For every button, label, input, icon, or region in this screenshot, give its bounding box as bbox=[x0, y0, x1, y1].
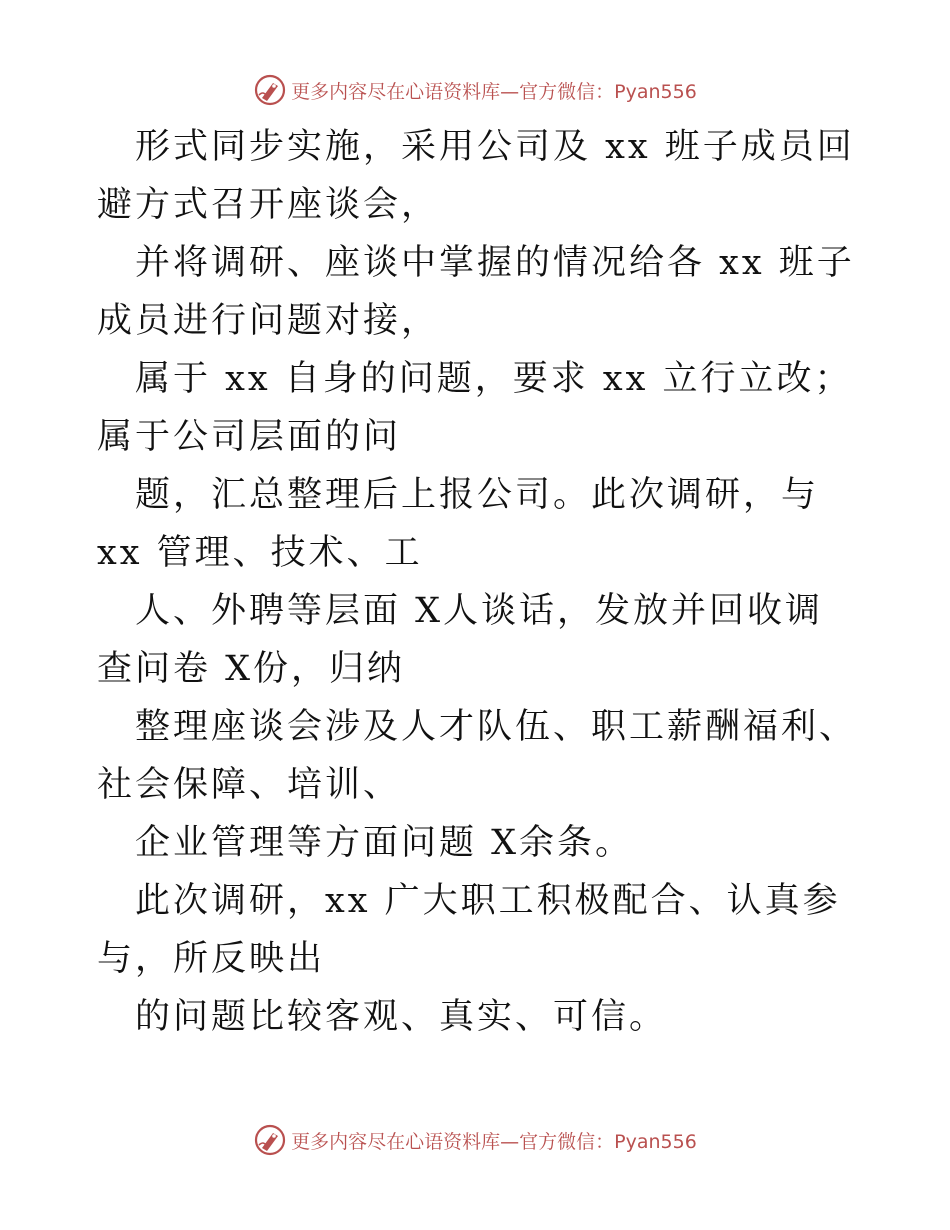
paragraph: 整理座谈会涉及人才队伍、职工薪酬福利、社会保障、培训、 bbox=[97, 707, 858, 805]
paragraph: 企业管理等方面问题 X余条。 bbox=[135, 823, 634, 863]
paragraph: 属于 xx 自身的问题，要求 xx 立行立改；属于公司层面的问 bbox=[97, 359, 853, 457]
watermark-text: 更多内容尽在心语资料库—官方微信：Pyan556 bbox=[291, 1130, 697, 1153]
header-watermark bbox=[0, 70, 950, 110]
paragraph: 的问题比较客观、真实、可信。 bbox=[135, 997, 668, 1037]
paragraph: 并将调研、座谈中掌握的情况给各 xx 班子成员进行问题对接， bbox=[97, 243, 855, 341]
paragraph: 题，汇总整理后上报公司。此次调研，与 xx 管理、技术、工 bbox=[97, 475, 834, 573]
footer-watermark bbox=[0, 1120, 950, 1160]
pen-nib-logo-icon bbox=[253, 1123, 287, 1157]
paragraph: 此次调研，xx 广大职工积极配合、认真参与，所反映出 bbox=[97, 881, 841, 979]
paragraph: 形式同步实施，采用公司及 xx 班子成员回避方式召开座谈会， bbox=[97, 127, 855, 225]
pen-nib-logo-icon bbox=[253, 73, 287, 107]
paragraph: 人、外聘等层面 X人谈话，发放并回收调查问卷 X份，归纳 bbox=[97, 591, 824, 689]
document-body bbox=[97, 118, 857, 1046]
watermark-text: 更多内容尽在心语资料库—官方微信：Pyan556 bbox=[291, 80, 697, 103]
